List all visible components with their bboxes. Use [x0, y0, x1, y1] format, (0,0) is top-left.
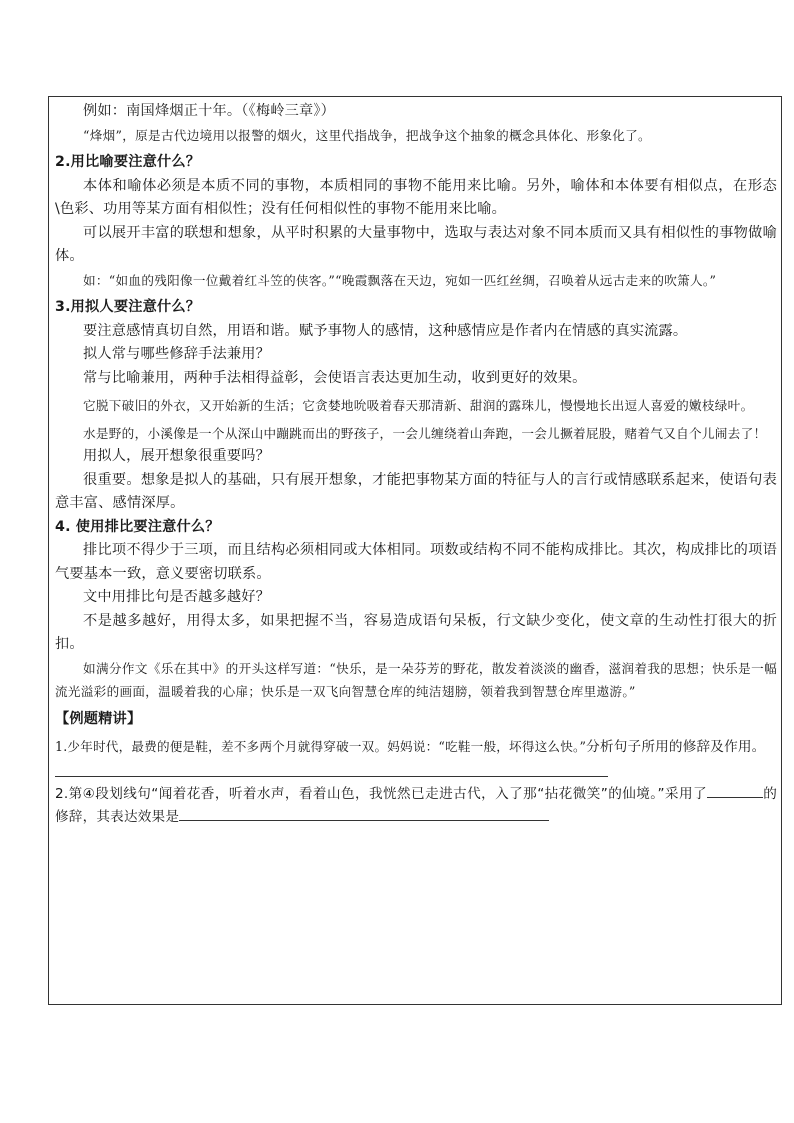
question-2-text: 2.第④段划线句“闻着花香，听着水声，看着山色，我恍然已走进古代，入了那“拈花微笑”的仙境。”采用了	[55, 785, 707, 802]
paragraph-imagination-question: 用拟人，展开想象很重要吗？	[83, 448, 271, 464]
paragraph-parallelism-question: 文中用排比句是否越多越好？	[83, 589, 271, 605]
answer-line-1[interactable]	[55, 776, 608, 777]
section-title-examples: 【例题精讲】	[55, 710, 142, 727]
paragraph-imagination-answer: 很重要。想象是拟人的基础，只有展开想象，才能把事物某方面的特征与人的言行或情感联系起来，使语句表意丰富、感情深厚。	[55, 471, 777, 511]
heading-personification: 3.用拟人要注意什么？	[55, 299, 201, 315]
paragraph-personification-rule: 要注意感情真切自然，用语和谐。赋予事物人的感情，这种感情应是作者内在情感的真实流露。	[83, 322, 688, 339]
question-1	[55, 735, 777, 760]
paragraph-personification-answer: 常与比喻兼用，两种手法相得益彰，会使语言表达更加生动，收到更好的效果。	[83, 369, 587, 386]
paragraph-parallelism-example: 如满分作文《乐在其中》的开头这样写道：“快乐，是一朵芬芳的野花，散发着淡淡的幽香，滋润着我的思想；快乐是一幅流光溢彩的画面，温暖着我的心扉；快乐是一双飞向智慧仓库的纯洁翅膀，领着我到智慧仓库里遨游。”	[55, 660, 777, 699]
question-1-text: 1.少年时代，最费的便是鞋，差不多两个月就得穿破一双。妈妈说：“吃鞋一般，坏得这么快。”	[55, 739, 587, 754]
paragraph-personification-example-1: 它脱下破旧的外衣，又开始新的生活；它贪婪地吮吸着春天那清新、甜润的露珠儿，慢慢地长出逗人喜爱的嫩枝绿叶。	[83, 398, 754, 413]
paragraph-parallelism-rule: 排比项不得少于三项，而且结构必须相同或大体相同。项数或结构不同不能构成排比。其次，构成排比的项语气要基本一致，意义要密切联系。	[55, 542, 777, 582]
paragraph-parallelism-answer: 不是越多越好，用得太多，如果把握不当，容易造成语句呆板，行文缺少变化，使文章的生动性打很大的折扣。	[55, 612, 777, 652]
question-1-instruction: 分析句子所用的修辞及作用。	[586, 739, 766, 755]
answer-blank-effect[interactable]	[179, 806, 549, 821]
paragraph-metaphor-rule: 本体和喻体必须是本质不同的事物，本质相同的事物不能用来比喻。另外，喻体和本体要有相似点，在形态\色彩、功用等某方面有相似性；没有任何相似性的事物不能用来比喻。	[55, 177, 777, 217]
question-2-text-tail: 的修辞，其表达效果是	[55, 785, 778, 825]
heading-parallelism: 4. 使用排比要注意什么？	[55, 518, 220, 535]
question-2	[55, 783, 777, 830]
example-line: 例如：南国烽烟正十年。（《梅岭三章》）	[83, 103, 336, 119]
paragraph-personification-question: 拟人常与哪些修辞手法兼用？	[83, 346, 271, 362]
example-explanation: “烽烟”，原是古代边境用以报警的烟火，这里代指战争，把战争这个抽象的概念具体化、形象化了。	[83, 127, 651, 143]
paragraph-metaphor-example: 如：“如血的残阳像一位戴着红斗笠的侠客。”“晚霞飘落在天边，宛如一匹红丝绸，召唤着从远古走来的吹箫人。”	[83, 272, 717, 288]
paragraph-personification-example-2: 水是野的，小溪像是一个从深山中蹦跳而出的野孩子，一会儿缠绕着山奔跑，一会儿撅着屁股，赌着气又自个儿闹去了！	[83, 425, 767, 441]
answer-blank-rhetoric[interactable]	[707, 783, 763, 798]
document-body	[55, 100, 777, 830]
paragraph-metaphor-imagination: 可以展开丰富的联想和想象，从平时积累的大量事物中，选取与表达对象不同本质而又具有相似性的事物做喻体。	[55, 224, 777, 264]
heading-metaphor: 2.用比喻要注意什么？	[55, 154, 201, 170]
